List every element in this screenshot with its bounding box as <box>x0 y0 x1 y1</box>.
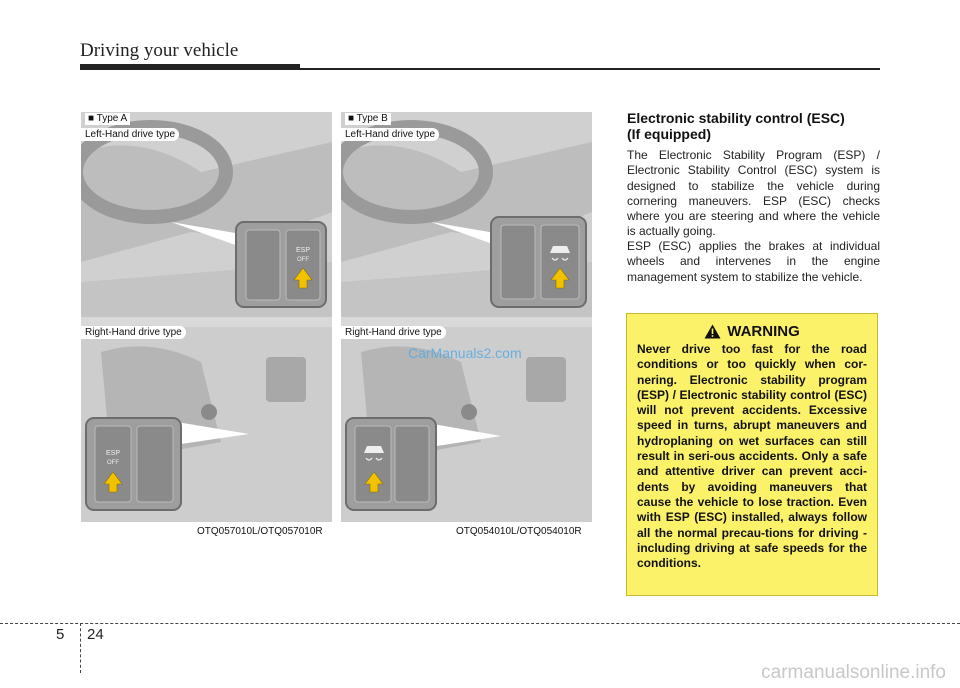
figure-type-b-illustration <box>341 112 592 522</box>
warning-title: WARNING <box>727 323 800 340</box>
esc-heading <box>627 110 882 142</box>
watermark-carmanuals: CarManuals2.com <box>408 345 522 361</box>
svg-text:ESP: ESP <box>105 450 121 457</box>
esc-paragraph-1: The Electronic Stability Program (ESP) / Electronic Stability Control (ESC) system is designed to stabilize the vehicle during cornering maneuvers. ESP (ESC) checks where you are steering and where the vehicle is actually going. <box>627 148 880 239</box>
svg-text:OFF: OFF <box>107 460 119 466</box>
figure-b-code: OTQ054010L/OTQ054010R <box>456 526 582 537</box>
type-b-label: ■ Type B <box>345 113 391 125</box>
header-rule-thick <box>80 64 300 70</box>
type-a-label: ■ Type A <box>85 113 130 125</box>
svg-text:ESP: ESP <box>295 247 311 254</box>
figure-type-a <box>81 112 332 522</box>
warning-text: Never drive too fast for the road conditions or too quickly when cor-nering. Electronic stability program (ESP) / Electronic stability control (ESC) will not prevent accidents. Excessive speed in turns, abrupt maneuvers and hydroplaning on wet surfaces can still result in seri-ous accidents. Only a safe and attentive driver can prevent acci-dents by avoiding maneuvers that cause the vehicle to lose traction. Even with ESP (ESC) installed, always follow all the normal precau-tions for driving - including driving at safe speeds for the conditions. <box>637 342 867 571</box>
footer-dashed-line <box>0 623 960 624</box>
esc-heading-line1: Electronic stability control (ESC) <box>627 110 845 126</box>
section-title: Driving your vehicle <box>80 40 239 61</box>
type-a-left-hand-label: Left-Hand drive type <box>81 128 179 141</box>
footer-dashed-divider <box>80 623 81 673</box>
site-watermark: carmanualsonline.info <box>761 662 946 683</box>
figure-type-b <box>341 112 592 522</box>
figure-type-a-illustration <box>81 112 332 522</box>
footer-page-number: 24 <box>87 626 104 643</box>
svg-text:OFF: OFF <box>297 257 309 263</box>
figure-a-code: OTQ057010L/OTQ057010R <box>197 526 323 537</box>
esc-heading-line2: (If equipped) <box>627 126 711 142</box>
header-rule-thin <box>300 68 880 70</box>
type-b-left-hand-label: Left-Hand drive type <box>341 128 439 141</box>
footer-section-number: 5 <box>56 626 65 643</box>
esc-paragraph-2: ESP (ESC) applies the brakes at individual wheels and intervenes in the engine management system to stabilize the vehicle. <box>627 239 880 284</box>
type-a-right-hand-label: Right-Hand drive type <box>81 326 186 339</box>
warning-header <box>637 323 867 340</box>
type-b-right-hand-label: Right-Hand drive type <box>341 326 446 339</box>
warning-box <box>626 313 878 596</box>
warning-icon <box>704 324 721 339</box>
